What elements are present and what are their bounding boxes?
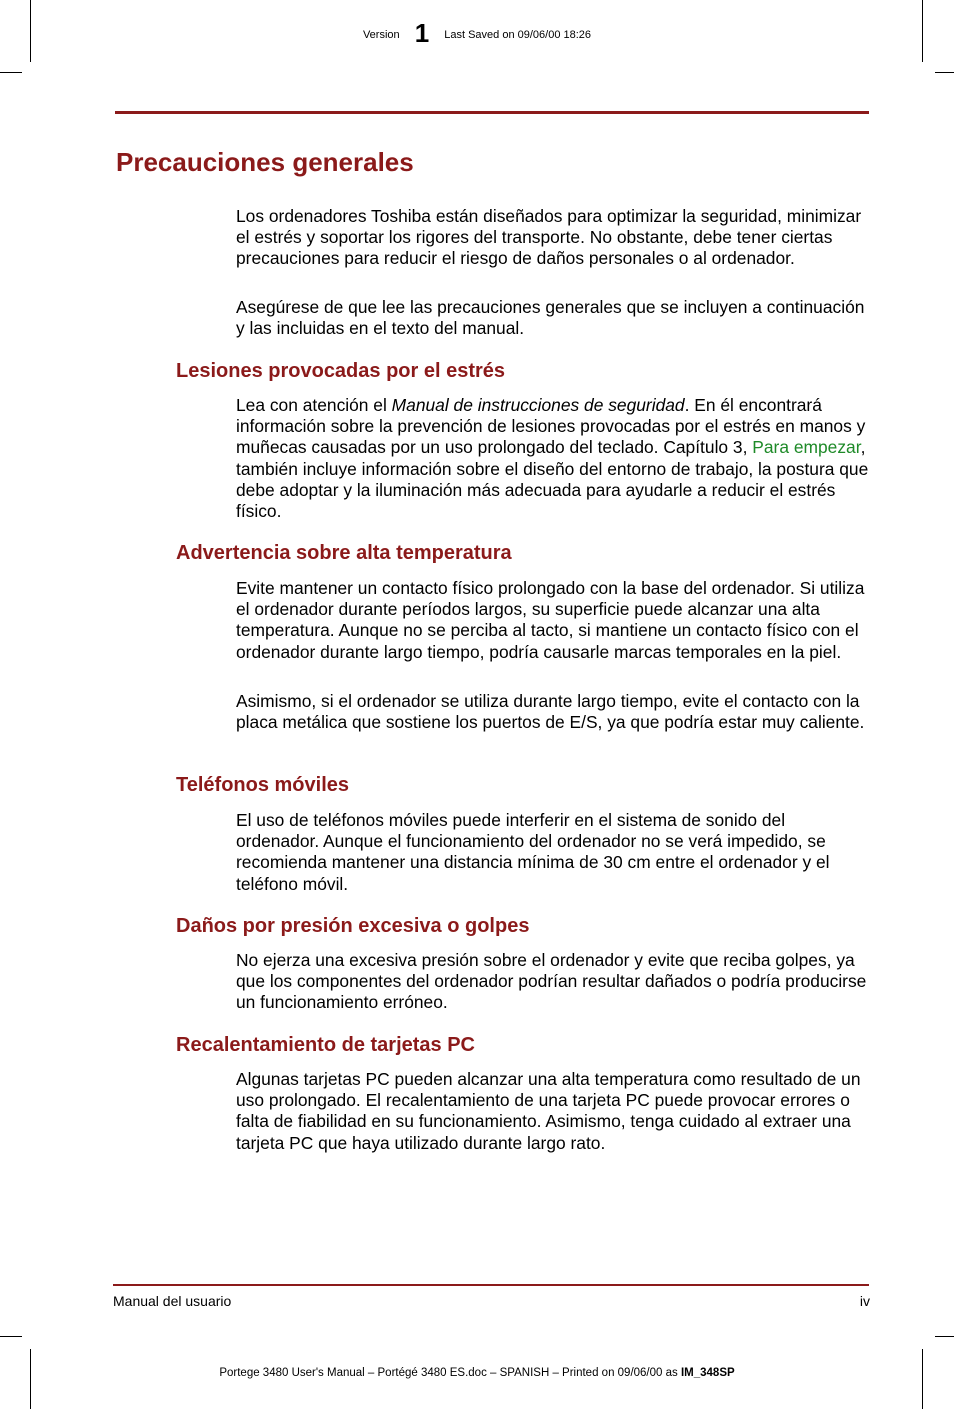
section-heading-stress: Lesiones provocadas por el estrés xyxy=(176,360,506,382)
intro-paragraph-2: Asegúrese de que lee las precauciones generales que se incluyen a continuación y las incluidas en el texto del manual. xyxy=(236,297,865,339)
phones-paragraph: El uso de teléfonos móviles puede interferir en el sistema de sonido del ordenador. Aunque el funcionamiento del ordenador no se verá impedido, se recomienda mantener una distancia mínima de 30 cm entre el ordenador y el teléfono móvil. xyxy=(236,810,830,894)
version-number: 1 xyxy=(414,18,430,48)
pc-cards-paragraph: Algunas tarjetas PC pueden alcanzar una alta temperatura como resultado de un uso prolongado. El recalentamiento de una tarjeta PC puede provocar errores o falta de fiabilidad en su funcionamiento. Asimismo, tenga cuidado al extraer una tarjeta PC que haya utilizado durante largo rato. xyxy=(236,1069,861,1153)
temperature-paragraph-1: Evite mantener un contacto físico prolongado con la base del ordenador. Si utiliza el ordenador durante períodos largos, su superficie puede alcanzar una alta temperatura. Aunque no se perciba al tacto, si mantiene un contacto físico con el ordenador durante largo tiempo, podría causarle marcas temporales en la piel. xyxy=(236,578,865,662)
print-meta-code: IM_348SP xyxy=(680,1367,735,1379)
temperature-paragraph-2: Asimismo, si el ordenador se utiliza durante largo tiempo, evite el contacto con la placa metálica que sostiene los puertos de E/S, ya que podría estar muy caliente. xyxy=(236,691,865,733)
para-empezar-link[interactable]: Para empezar xyxy=(752,437,861,458)
footer-rule xyxy=(113,1284,869,1286)
section-heading-pc-cards: Recalentamiento de tarjetas PC xyxy=(176,1034,475,1056)
print-meta-text: Portege 3480 User's Manual – Portégé 3480 ES.doc – SPANISH – Printed on 09/06/00 as xyxy=(219,1367,681,1379)
section-heading-pressure: Daños por presión excesiva o golpes xyxy=(176,915,530,937)
crop-mark xyxy=(0,72,22,73)
section-heading-phones: Teléfonos móviles xyxy=(176,774,350,796)
last-saved: Last Saved on 09/06/00 18:26 xyxy=(444,29,592,41)
page-number: iv xyxy=(859,1293,870,1309)
stress-text-1: Lea con atención el xyxy=(236,395,392,415)
safety-manual-title: Manual de instrucciones de seguridad xyxy=(391,395,685,415)
crop-mark xyxy=(0,1336,22,1337)
print-meta xyxy=(0,1367,954,1379)
version-header xyxy=(0,18,954,49)
stress-text-2: . En él encontrará información sobre la prevención de lesiones provocadas por el estrés en manos y muñecas causadas por un uso prolongado del teclado. Capítulo 3, xyxy=(236,395,866,458)
footer-manual-name: Manual del usuario xyxy=(113,1293,232,1309)
section-paragraph-stress xyxy=(236,395,872,522)
intro-paragraph-1: Los ordenadores Toshiba están diseñados para optimizar la seguridad, minimizar el estrés y soportar los rigores del transporte. No obstante, debe tener ciertas precauciones para reducir el riesgo de daños personales o al ordenador. xyxy=(236,206,862,269)
version-label: Version xyxy=(362,29,400,41)
section-heading-temperature: Advertencia sobre alta temperatura xyxy=(176,542,512,564)
crop-mark xyxy=(935,72,954,73)
crop-mark xyxy=(30,1349,31,1409)
top-rule xyxy=(115,111,869,114)
stress-text-3: , también incluye información sobre el diseño del entorno de trabajo, la postura que debe adoptar y la iluminación más adecuada para ayudarle a reducir el estrés físico. xyxy=(236,437,869,522)
page-title: Precauciones generales xyxy=(116,147,414,177)
pressure-paragraph: No ejerza una excesiva presión sobre el ordenador y evite que reciba golpes, ya que los componentes del ordenador podrían resultar dañados o podría producirse un funcionamiento erróneo. xyxy=(236,950,867,1013)
crop-mark xyxy=(935,1336,954,1337)
crop-mark xyxy=(922,1349,923,1409)
